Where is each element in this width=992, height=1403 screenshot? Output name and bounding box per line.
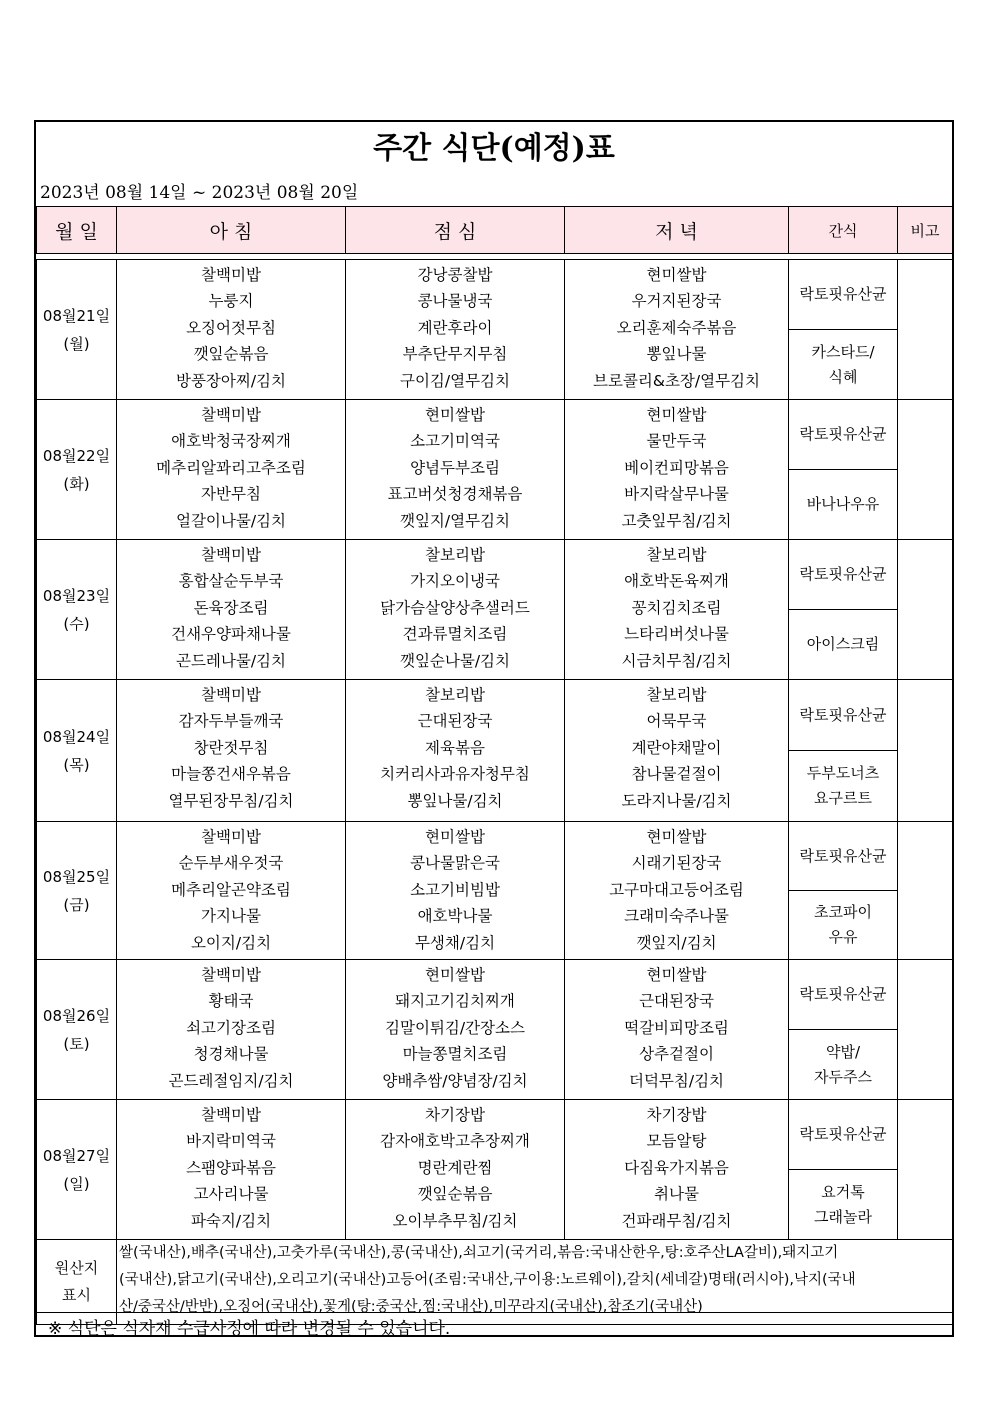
- note-divider: [36, 1312, 952, 1313]
- lunch-item: 차기장밥: [425, 1106, 485, 1124]
- snack-item: 아이스크림: [806, 635, 880, 653]
- dinner-item: 건파래무침/김치: [621, 1211, 732, 1230]
- breakfast-item: 황태국: [208, 992, 254, 1011]
- dinner-item: 느타리버섯나물: [624, 625, 729, 644]
- dinner-item: 깻잎지/김치: [636, 933, 717, 952]
- breakfast-item: 누룽지: [208, 292, 254, 311]
- snack-cell-2: [789, 470, 898, 540]
- breakfast-item: 오이지/김치: [190, 933, 272, 952]
- dinner-cell: [565, 822, 789, 960]
- lunch-item: 닭가슴살양상추샐러드: [380, 598, 530, 617]
- lunch-cell: [346, 1100, 565, 1240]
- day-weekday: (목): [63, 755, 90, 774]
- breakfast-item: 곤드레나물/김치: [175, 651, 287, 670]
- snack-cell-1: [789, 960, 898, 1030]
- lunch-item: 김말이튀김/간장소스: [385, 1018, 525, 1037]
- note-cell: [898, 680, 953, 822]
- note-cell: [898, 540, 953, 680]
- dinner-item: 현미쌀밥: [646, 406, 707, 424]
- page-title: 주간 식단(예정)표: [373, 131, 615, 166]
- header-note: 비고: [898, 207, 953, 254]
- lunch-cell: [346, 960, 565, 1100]
- dinner-item: 고구마대고등어조림: [609, 880, 744, 899]
- dinner-item: 현미쌀밥: [646, 266, 707, 284]
- lunch-item: 콩나물냉국: [417, 292, 493, 311]
- lunch-item: 깻잎순나물/김치: [399, 651, 511, 670]
- day-date: 08월23일: [42, 586, 111, 605]
- dinner-item: 취나물: [654, 1185, 699, 1204]
- day-row: [37, 400, 953, 470]
- lunch-cell: [346, 400, 565, 540]
- dinner-item: 모듬알탕: [646, 1132, 707, 1151]
- lunch-item: 찰보리밥: [425, 546, 485, 564]
- dinner-cell: [565, 680, 789, 822]
- breakfast-item: 청경채나물: [193, 1045, 269, 1064]
- lunch-item: 양념두부조림: [410, 458, 500, 477]
- dinner-item: 시래기된장국: [631, 854, 722, 873]
- dinner-item: 꽁치김치조림: [631, 598, 722, 617]
- notice-text: ※ 식단은 식자재 수급사정에 따라 변경될 수 있습니다.: [48, 1319, 451, 1339]
- day-date: 08월27일: [42, 1146, 111, 1165]
- dinner-item: 찰보리밥: [646, 686, 707, 704]
- breakfast-item: 찰백미밥: [201, 266, 261, 284]
- origin-label-line: 표시: [62, 1286, 91, 1304]
- snack-cell-1: [789, 260, 898, 330]
- snack-cell-1: [789, 1100, 898, 1170]
- day-row: [37, 1100, 953, 1170]
- header-dinner: 저 녁: [565, 207, 789, 254]
- snack-cell-1: [789, 540, 898, 610]
- day-cell: [37, 960, 117, 1100]
- snack-cell-1: [789, 400, 898, 470]
- snack-item: 자두주스: [814, 1067, 872, 1086]
- dinner-item: 바지락살무나물: [624, 485, 729, 504]
- day-weekday: (월): [63, 334, 90, 353]
- dinner-item: 현미쌀밥: [646, 828, 707, 846]
- day-date: 08월26일: [42, 1006, 111, 1025]
- breakfast-item: 찰백미밥: [201, 1106, 261, 1124]
- breakfast-item: 건새우양파채나물: [171, 625, 291, 644]
- dinner-item: 물만두국: [646, 432, 707, 451]
- dinner-item: 뽕잎나물: [646, 345, 707, 364]
- lunch-item: 계란후라이: [417, 318, 493, 337]
- note-cell: [898, 1100, 953, 1240]
- dinner-cell: [565, 540, 789, 680]
- lunch-item: 콩나물맑은국: [410, 854, 500, 873]
- day-date: 08월25일: [42, 867, 111, 886]
- lunch-item: 부추단무지무침: [402, 345, 508, 364]
- lunch-item: 감자애호박고추장찌개: [380, 1132, 530, 1151]
- breakfast-item: 찰백미밥: [201, 828, 261, 846]
- breakfast-item: 바지락미역국: [186, 1132, 276, 1151]
- lunch-item: 소고기미역국: [410, 432, 500, 451]
- snack-item: 락토핏유산균: [799, 425, 887, 443]
- day-weekday: (일): [63, 1174, 90, 1193]
- snack-cell-2: [789, 1170, 898, 1240]
- breakfast-item: 찰백미밥: [201, 966, 261, 984]
- lunch-item: 오이부추무침/김치: [392, 1211, 518, 1230]
- breakfast-item: 순두부새우젓국: [178, 854, 284, 873]
- lunch-item: 구이김/열무김치: [399, 371, 511, 390]
- snack-item: 우유: [828, 928, 858, 946]
- dinner-item: 더덕무침/김치: [628, 1071, 725, 1090]
- lunch-cell: [346, 822, 565, 960]
- day-cell: [37, 822, 117, 960]
- snack-cell-2: [789, 891, 898, 960]
- breakfast-item: 쇠고기장조림: [186, 1018, 276, 1037]
- snack-cell-2: [789, 330, 898, 400]
- day-weekday: (수): [63, 614, 90, 633]
- lunch-item: 돼지고기김치찌개: [395, 992, 515, 1011]
- breakfast-item: 고사리나물: [193, 1185, 269, 1204]
- header-lunch: 점 심: [346, 207, 565, 254]
- snack-item: 그래놀라: [814, 1207, 872, 1226]
- dinner-item: 베이컨피망볶음: [624, 458, 729, 477]
- note-cell: [898, 960, 953, 1100]
- snack-item: 락토핏유산균: [799, 846, 887, 865]
- day-date: 08월22일: [42, 446, 111, 465]
- dinner-item: 차기장밥: [646, 1106, 707, 1124]
- lunch-item: 깻잎순볶음: [417, 1185, 493, 1204]
- lunch-item: 가지오이냉국: [410, 572, 500, 591]
- day-date: 08월21일: [42, 306, 111, 325]
- breakfast-item: 가지나물: [201, 907, 261, 926]
- dinner-cell: [565, 260, 789, 400]
- breakfast-item: 메추리알꽈리고추조림: [156, 458, 306, 477]
- note-cell: [898, 822, 953, 960]
- origin-line: 쌀(국내산),배추(국내산),고춧가루(국내산),콩(국내산),쇠고기(국거리,볶음:국내산한우,탕:호주산LA갈비),돼지고기: [119, 1245, 839, 1261]
- dinner-item: 고춧잎무침/김치: [621, 511, 732, 530]
- day-row: [37, 960, 953, 1030]
- snack-item: 바나나우유: [806, 495, 880, 513]
- lunch-item: 명란계란찜: [417, 1158, 493, 1177]
- dinner-item: 참나물겉절이: [631, 765, 722, 784]
- breakfast-cell: [117, 680, 346, 822]
- breakfast-item: 파숙지/김치: [190, 1211, 272, 1230]
- dinner-item: 현미쌀밥: [646, 966, 707, 984]
- day-row: [37, 540, 953, 610]
- lunch-cell: [346, 680, 565, 822]
- breakfast-item: 감자두부들깨국: [178, 712, 284, 731]
- note-cell: [898, 260, 953, 400]
- lunch-cell: [346, 260, 565, 400]
- breakfast-cell: [117, 960, 346, 1100]
- breakfast-item: 곤드레절임지/김치: [168, 1071, 294, 1090]
- breakfast-item: 오징어젓무침: [186, 318, 276, 337]
- lunch-item: 깻잎지/열무김치: [399, 511, 511, 530]
- breakfast-cell: [117, 400, 346, 540]
- dinner-item: 근대된장국: [639, 992, 714, 1011]
- dinner-item: 애호박돈육찌개: [624, 572, 729, 591]
- snack-item: 초코파이: [814, 903, 872, 921]
- day-cell: [37, 1100, 117, 1240]
- breakfast-item: 돈육장조림: [193, 598, 269, 617]
- origin-line: (국내산),닭고기(국내산),오리고기(국내산)고등어(조림:국내산,구이용:노르웨이),갈치(세네갈)명태(러시아),낙지(국내: [119, 1272, 856, 1288]
- breakfast-item: 찰백미밥: [201, 406, 261, 424]
- day-cell: [37, 680, 117, 822]
- breakfast-item: 메추리알곤약조림: [171, 880, 291, 899]
- lunch-item: 양배추쌈/양념장/김치: [382, 1071, 528, 1090]
- period-range: 2023년 08월 14일 ~ 2023년 08월 20일: [40, 183, 359, 203]
- breakfast-item: 찰백미밥: [201, 546, 261, 564]
- dinner-item: 계란야채말이: [631, 738, 722, 757]
- lunch-item: 애호박나물: [417, 907, 493, 926]
- dinner-item: 다짐육가지볶음: [624, 1158, 729, 1177]
- lunch-item: 표고버섯청경채볶음: [387, 485, 523, 504]
- lunch-item: 근대된장국: [417, 712, 493, 731]
- breakfast-item: 애호박청국장찌개: [171, 432, 291, 451]
- lunch-item: 마늘쫑멸치조림: [402, 1045, 508, 1064]
- day-weekday: (화): [63, 474, 90, 493]
- snack-item: 약밥/: [825, 1042, 861, 1061]
- snack-cell-1: [789, 680, 898, 751]
- menu-body: [37, 260, 953, 1325]
- lunch-item: 제육볶음: [425, 738, 485, 757]
- snack-item: 식혜: [828, 367, 858, 386]
- lunch-item: 현미쌀밥: [425, 406, 485, 424]
- day-weekday: (토): [63, 1034, 90, 1053]
- lunch-item: 뽕잎나물/김치: [407, 791, 503, 810]
- breakfast-item: 찰백미밥: [201, 686, 261, 704]
- snack-item: 락토핏유산균: [799, 985, 887, 1003]
- lunch-item: 무생채/김치: [414, 933, 496, 952]
- dinner-item: 브로콜리&초장/열무김치: [592, 371, 761, 390]
- snack-item: 요거톡: [821, 1182, 865, 1201]
- menu-document: [34, 120, 954, 1337]
- dinner-item: 어묵무국: [646, 712, 707, 731]
- lunch-item: 현미쌀밥: [425, 828, 485, 846]
- dinner-item: 오리훈제숙주볶음: [616, 318, 737, 337]
- breakfast-cell: [117, 822, 346, 960]
- snack-item: 락토핏유산균: [799, 1125, 887, 1143]
- day-weekday: (금): [63, 895, 90, 914]
- breakfast-item: 열무된장무침/김치: [168, 791, 294, 810]
- snack-cell-1: [789, 822, 898, 891]
- origin-line: 산/중국산/반반),오징어(국내산),꽃게(탕:중국산,찜:국내산),미꾸라지(국내산),참조기(국내산): [119, 1299, 703, 1315]
- origin-label-line: 원산지: [54, 1259, 99, 1277]
- menu-table: [36, 206, 953, 1325]
- dinner-cell: [565, 960, 789, 1100]
- lunch-item: 강낭콩찰밥: [417, 266, 493, 284]
- dinner-cell: [565, 400, 789, 540]
- header-breakfast: 아 침: [117, 207, 346, 254]
- snack-item: 카스타드/: [811, 342, 875, 361]
- lunch-item: 치커리사과유자청무침: [380, 765, 530, 784]
- breakfast-item: 마늘쫑건새우볶음: [171, 765, 291, 784]
- dinner-item: 우거지된장국: [631, 292, 722, 311]
- lunch-cell: [346, 540, 565, 680]
- breakfast-item: 스팸양파볶음: [186, 1158, 276, 1177]
- breakfast-item: 깻잎순볶음: [193, 345, 269, 364]
- breakfast-item: 홍합살순두부국: [178, 572, 284, 591]
- dinner-cell: [565, 1100, 789, 1240]
- dinner-item: 찰보리밥: [646, 546, 707, 564]
- lunch-item: 소고기비빔밥: [410, 880, 500, 899]
- breakfast-cell: [117, 1100, 346, 1240]
- breakfast-item: 창란젓무침: [193, 738, 269, 757]
- day-date: 08월24일: [42, 727, 111, 746]
- snack-item: 락토핏유산균: [799, 285, 887, 303]
- snack-item: 락토핏유산균: [799, 565, 887, 583]
- breakfast-item: 방풍장아찌/김치: [175, 371, 287, 390]
- dinner-item: 시금치무침/김치: [621, 651, 732, 670]
- day-row: [37, 680, 953, 751]
- day-cell: [37, 260, 117, 400]
- snack-item: 두부도너츠: [806, 764, 880, 782]
- breakfast-cell: [117, 540, 346, 680]
- header-row: [37, 207, 953, 254]
- header-snack: 간식: [789, 207, 898, 254]
- snack-item: 락토핏유산균: [799, 705, 887, 724]
- day-row: [37, 260, 953, 330]
- lunch-item: 현미쌀밥: [425, 966, 485, 984]
- dinner-item: 떡갈비피망조림: [624, 1018, 729, 1037]
- lunch-item: 찰보리밥: [425, 686, 485, 704]
- breakfast-cell: [117, 260, 346, 400]
- dinner-item: 도라지나물/김치: [621, 791, 732, 810]
- snack-cell-2: [789, 751, 898, 822]
- day-cell: [37, 540, 117, 680]
- note-cell: [898, 400, 953, 540]
- lunch-item: 견과류멸치조림: [402, 625, 508, 644]
- snack-item: 요구르트: [814, 789, 872, 807]
- header-day: 월 일: [37, 207, 117, 254]
- day-row: [37, 822, 953, 891]
- day-cell: [37, 400, 117, 540]
- dinner-item: 상추겉절이: [639, 1045, 714, 1064]
- snack-cell-2: [789, 1030, 898, 1100]
- breakfast-item: 얼갈이나물/김치: [175, 511, 287, 530]
- dinner-item: 크래미숙주나물: [624, 907, 729, 926]
- snack-cell-2: [789, 610, 898, 680]
- breakfast-item: 자반무침: [201, 485, 261, 504]
